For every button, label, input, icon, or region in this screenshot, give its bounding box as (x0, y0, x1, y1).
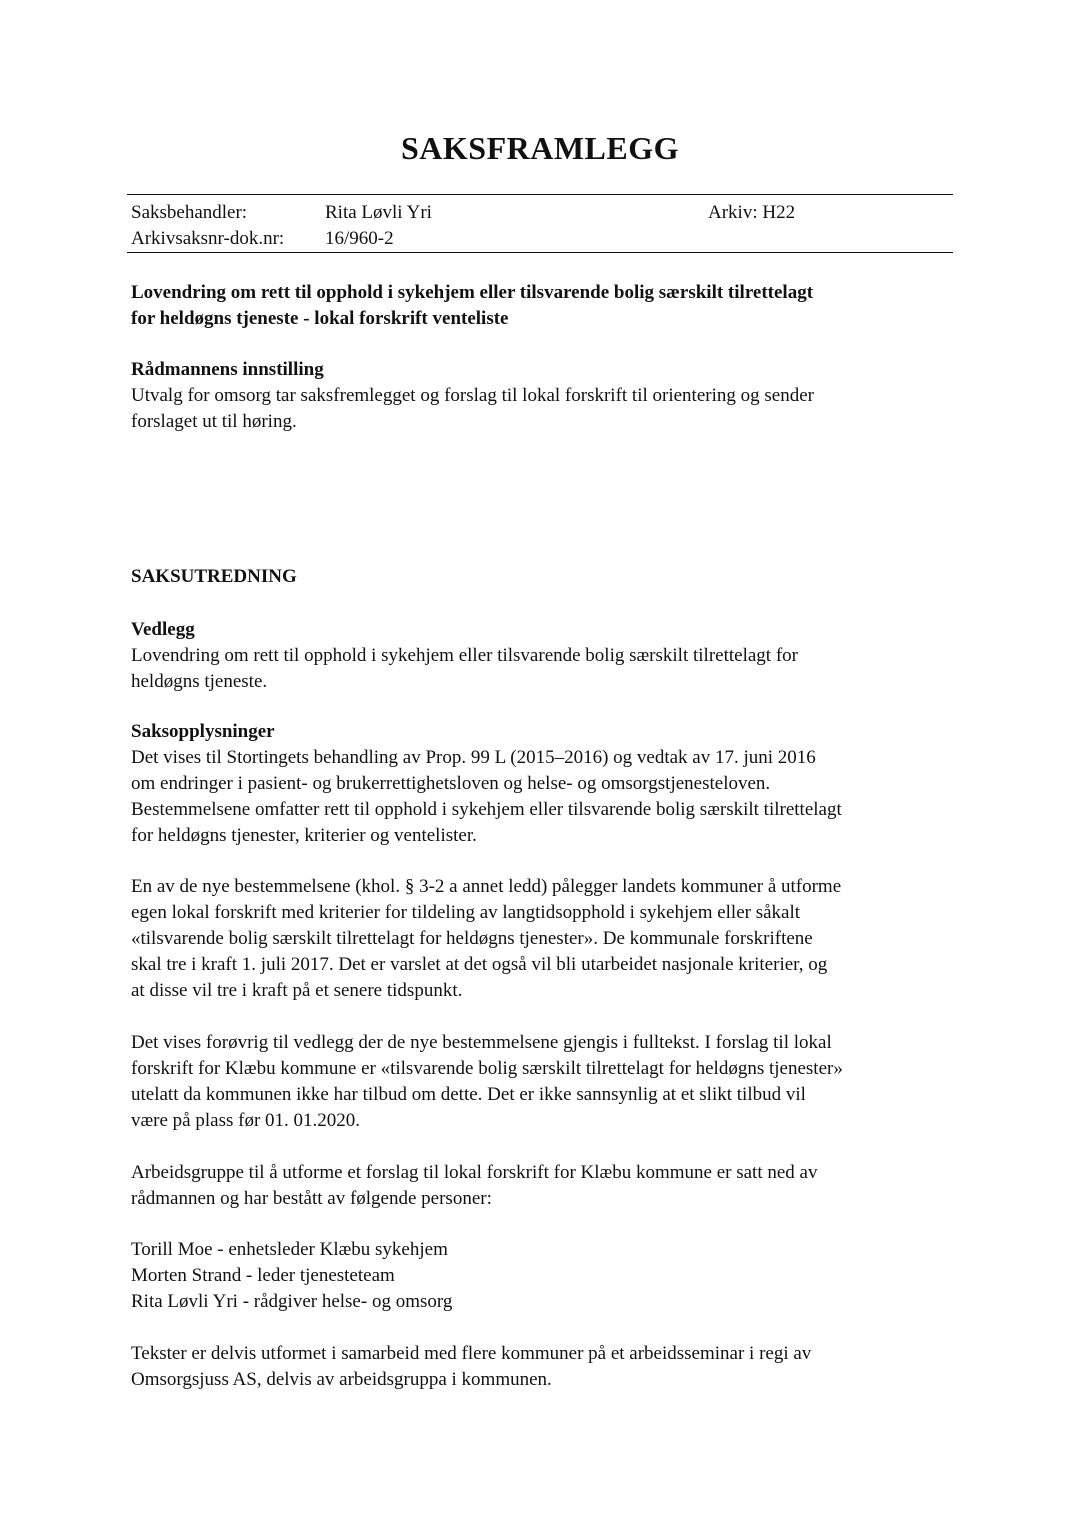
paragraph-line: være på plass før 01. 01.2020. (131, 1110, 361, 1131)
innstilling-heading: Rådmannens innstilling (131, 359, 324, 380)
saksbehandler-label: Saksbehandler: (131, 202, 248, 223)
subject-line: Lovendring om rett til opphold i sykehjem eller tilsvarende bolig særskilt tilrettelagt (131, 282, 814, 303)
list-item: Morten Strand - leder tjenesteteam (131, 1265, 395, 1286)
paragraph-line: for heldøgns tjenester, kriterier og ventelister. (131, 825, 477, 846)
arkiv-value: Arkiv: H22 (708, 202, 796, 223)
paragraph-arbeidsgruppe (131, 1160, 961, 1212)
paragraph-line: Tekster er delvis utformet i samarbeid med flere kommuner på et arbeidsseminar i regi av (131, 1343, 812, 1364)
paragraph-line: Det vises til Stortingets behandling av Prop. 99 L (2015–2016) og vedtak av 17. juni 2016 (131, 747, 816, 768)
vedlegg-line: heldøgns tjeneste. (131, 671, 268, 692)
paragraph-line: rådmannen og har bestått av følgende personer: (131, 1188, 492, 1209)
paragraph-line: egen lokal forskrift med kriterier for tildeling av langtidsopphold i sykehjem eller såkalt (131, 902, 801, 923)
saksopplysninger-heading: Saksopplysninger (131, 721, 275, 742)
arkivsaksnr-label: Arkivsaksnr-dok.nr: (131, 228, 285, 249)
header-top-rule (127, 194, 953, 195)
paragraph-line: forskrift for Klæbu kommune er «tilsvarende bolig særskilt tilrettelagt for heldøgns tjenester» (131, 1058, 843, 1079)
vedlegg-line: Lovendring om rett til opphold i sykehjem eller tilsvarende bolig særskilt tilrettelagt for (131, 645, 798, 666)
subject-line: for heldøgns tjeneste - lokal forskrift venteliste (131, 308, 509, 329)
paragraph-line: Arbeidsgruppe til å utforme et forslag til lokal forskrift for Klæbu kommune er satt ned av (131, 1162, 818, 1183)
member-list (131, 1237, 961, 1315)
saksbehandler-value: Rita Løvli Yri (325, 202, 432, 223)
paragraph-tekster (131, 1341, 961, 1393)
document-title: SAKSFRAMLEGG (400, 130, 680, 166)
paragraph-bestemmelsene (131, 874, 961, 1004)
paragraph-line: Bestemmelsene omfatter rett til opphold i sykehjem eller tilsvarende bolig særskilt tilrettelagt (131, 799, 842, 820)
paragraph-line: «tilsvarende bolig særskilt tilrettelagt for heldøgns tjenester». De kommunale forskriftene (131, 928, 813, 949)
list-item: Rita Løvli Yri - rådgiver helse- og omsorg (131, 1291, 453, 1312)
paragraph-line: om endringer i pasient- og brukerrettighetsloven og helse- og omsorgstjenesteloven. (131, 773, 771, 794)
header-bottom-rule (127, 252, 953, 253)
vedlegg-section (131, 617, 961, 695)
list-item: Torill Moe - enhetsleder Klæbu sykehjem (131, 1239, 448, 1260)
innstilling-line: forslaget ut til høring. (131, 411, 297, 432)
paragraph-line: Det vises forøvrig til vedlegg der de nye bestemmelsene gjengis i fulltekst. I forslag til lokal (131, 1032, 832, 1053)
paragraph-line: at disse vil tre i kraft på et senere tidspunkt. (131, 980, 463, 1001)
paragraph-line: skal tre i kraft 1. juli 2017. Det er varslet at det også vil bli utarbeidet nasjonale kriterier, og (131, 954, 828, 975)
paragraph-line: En av de nye bestemmelsene (khol. § 3-2 a annet ledd) pålegger landets kommuner å utforme (131, 876, 842, 897)
vedlegg-heading: Vedlegg (131, 619, 195, 640)
paragraph-line: Omsorgsjuss AS, delvis av arbeidsgruppa i kommunen. (131, 1369, 552, 1390)
paragraph-line: utelatt da kommunen ikke har tilbud om dette. Det er ikke sannsynlig at et slikt tilbud vil (131, 1084, 806, 1105)
innstilling-line: Utvalg for omsorg tar saksfremlegget og forslag til lokal forskrift til orientering og sender (131, 385, 814, 406)
innstilling-section (131, 357, 961, 435)
saksopplysninger-section (131, 719, 961, 849)
subject-title (131, 280, 961, 332)
saksutredning-heading: SAKSUTREDNING (131, 566, 297, 587)
arkivsaksnr-value: 16/960-2 (325, 228, 394, 249)
paragraph-vedlegg-fulltekst (131, 1030, 961, 1134)
